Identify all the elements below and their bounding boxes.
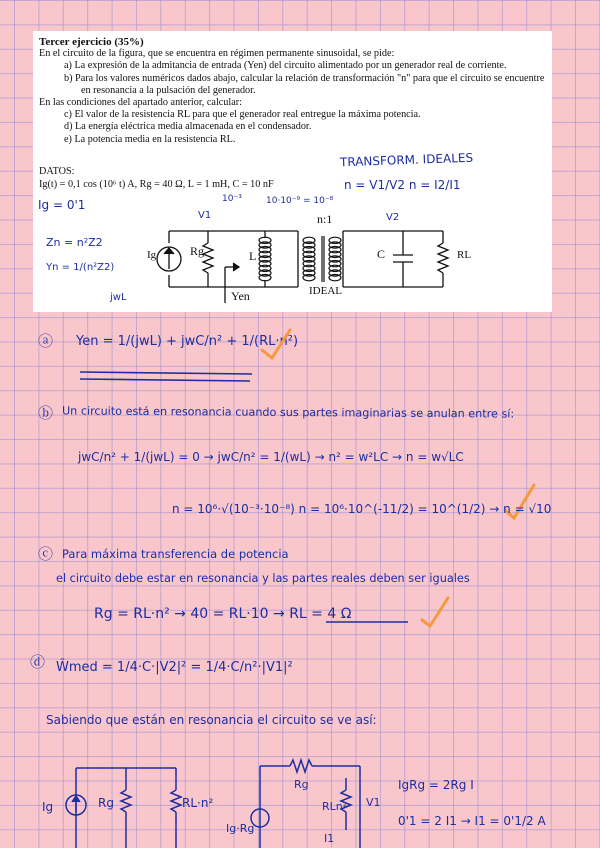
datos-label: DATOS:	[39, 166, 75, 177]
bottom-eq2: 0'1 = 2 I1 → I1 = 0'1/2 A	[398, 814, 546, 828]
bottom-ig: Ig	[42, 800, 54, 814]
hw-ig-value: Ig = 0'1	[38, 198, 86, 212]
answer-a: Yen = 1/(jwL) + jwC/n² + 1/(RL·n²)	[76, 334, 299, 349]
ideal-label: IDEAL	[309, 285, 342, 297]
ig-label: Ig	[147, 249, 157, 261]
hw-v1: V1	[198, 210, 212, 221]
ratio-label: n:1	[317, 212, 333, 226]
hw-v2: V2	[386, 212, 400, 223]
item-d: d) La energía eléctrica media almacenada en el condensador.	[64, 121, 312, 133]
b-eq2: n = 10⁶·√(10⁻³·10⁻⁸) n = 10⁶·10^(-11/2) = 10^(1/2) → n = √10	[172, 502, 552, 516]
yen-label: Yen	[231, 289, 250, 303]
hw-jwl: jwL	[110, 292, 127, 303]
hw-transform-title: TRANSFORM. IDEALES	[339, 150, 474, 170]
datos-values: Ig(t) = 0,1 cos (10⁶ t) A, Rg = 40 Ω, L = 1 mH, C = 10 nF	[39, 179, 274, 190]
hw-n-relation: n = V1/V2 n = I2/I1	[344, 178, 461, 192]
bottom-igrg: Ig·Rg	[226, 822, 255, 835]
hw-l-value: 10⁻³	[222, 194, 242, 204]
bottom-rln2: RL·n²	[182, 796, 214, 810]
hw-c-value: 10·10⁻⁹ = 10⁻⁸	[266, 196, 334, 206]
bottom-rg2: Rg	[294, 778, 309, 791]
exercise-intro: En el circuito de la figura, que se encuentra en régimen permanente sinusoidal, se pide:	[39, 48, 395, 60]
b-eq1: jwC/n² + 1/(jwL) = 0 → jwC/n² = 1/(wL) → n² = w²LC → n = w√LC	[78, 450, 464, 464]
bottom-i1: I1	[324, 832, 335, 845]
c-text2: el circuito debe estar en resonancia y las partes reales deben ser iguales	[56, 572, 470, 585]
section-d-marker: ⓓ	[30, 653, 46, 671]
c-text1: Para máxima transferencia de potencia	[62, 547, 289, 561]
item-e: e) La potencia media en la resistencia RL.	[64, 133, 236, 145]
bottom-v1: V1	[366, 796, 381, 809]
section-a-marker: ⓐ	[38, 332, 54, 350]
b-text: Un circuito está en resonancia cuando sus partes imaginarias se anulan entre sí:	[61, 404, 515, 421]
section-b-marker: ⓑ	[38, 404, 54, 422]
item-c: c) El valor de la resistencia RL para que el generador real entregue la máxima potencia.	[64, 109, 421, 121]
hw-zn: Zn = n²Z2	[46, 236, 103, 249]
c-eq: Rg = RL·n² → 40 = RL·10 → RL = 4 Ω	[94, 606, 352, 622]
section-c-marker: ⓒ	[38, 545, 54, 563]
rl-label: RL	[457, 249, 472, 261]
bottom-rg: Rg	[98, 796, 114, 810]
item-b: b) Para los valores numéricos dados abajo, calcular la relación de transformación "n" para que el circuito se encuentre en resonancia a la pulsación del generador.	[64, 72, 545, 96]
conditions-text: En las condiciones del apartado anterior, calcular:	[39, 97, 242, 109]
c-label: C	[377, 247, 386, 261]
bottom-rln2b: RLn²	[322, 800, 348, 813]
hw-yn: Yn = 1/(n²Z2)	[46, 262, 115, 273]
bottom-eq1: IgRg = 2Rg I	[398, 778, 474, 792]
l-label: L	[249, 249, 257, 263]
item-a: a) La expresión de la admitancia de entrada (Yen) del circuito alimentado por un generador real de corriente.	[64, 60, 507, 72]
d-eq: W̄med = 1/4·C·|V2|² = 1/4·C/n²·|V1|²	[56, 660, 293, 675]
exercise-title: Tercer ejercicio (35%)	[39, 36, 144, 48]
d-text: Sabiendo que están en resonancia el circuito se ve así:	[46, 713, 377, 727]
rg-label: Rg	[190, 244, 205, 258]
